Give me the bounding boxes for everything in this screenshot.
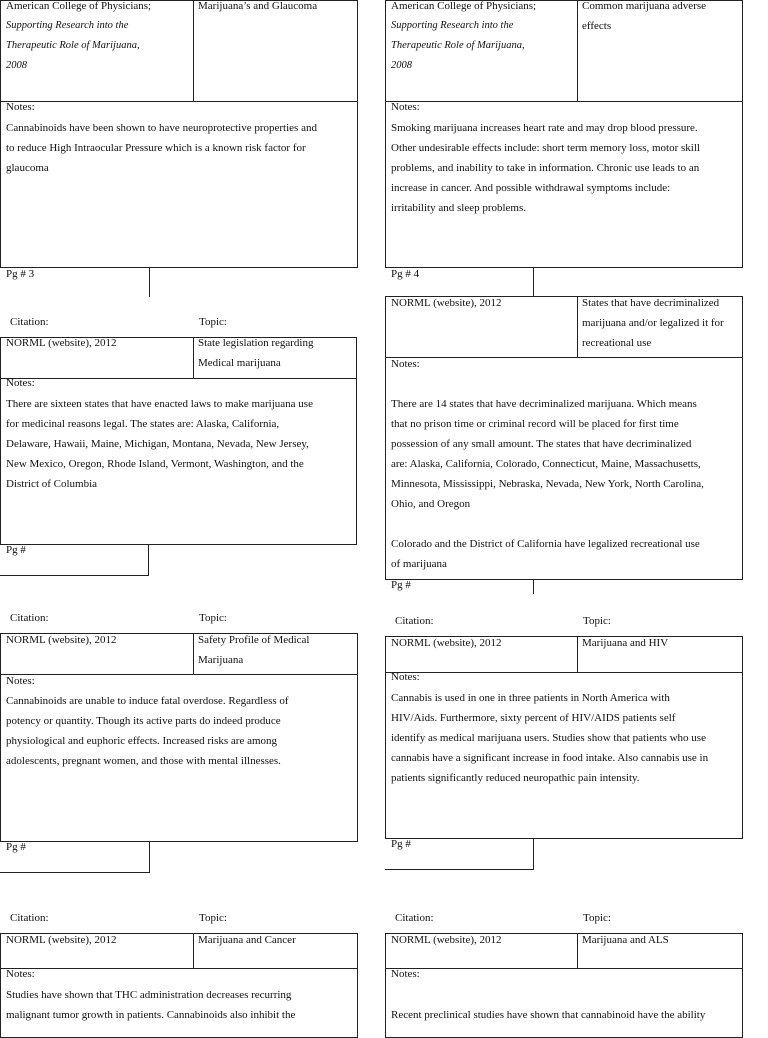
page-number: Pg #	[391, 838, 411, 850]
notes-text: There are sixteen states that have enacted laws to make marijuana use for medicinal reasons legal. The states are: Alaska, California, Delaware, Hawaii, Maine, Michigan, Montana, Nevada, New Jersey, New Mexico, Oregon, Rhode Island, Vermont, Washington, and the District of Columbia	[6, 398, 313, 490]
divider	[149, 267, 150, 297]
notes-label: Notes:	[6, 675, 35, 687]
citation-label: Citation:	[395, 912, 434, 924]
citation-label: Citation:	[10, 612, 49, 624]
notes-label: Notes:	[391, 101, 420, 113]
topic-label: Topic:	[199, 316, 227, 328]
topic-label: Topic:	[583, 615, 611, 627]
topic-value: Marijuana and Cancer	[198, 934, 296, 946]
citation-subtitle: Supporting Research into the Therapeutic Role of Marijuana, 2008	[391, 20, 525, 71]
notes-text: Smoking marijuana increases heart rate and may drop blood pressure. Other undesirable effects include: short term memory loss, motor skill problems, and inability to take in information. Chronic use leads to an increase in cancer. And possible withdrawal symptoms include: irritability and sleep problems.	[391, 122, 700, 214]
notes-text: Cannabis is used in one in three patients in North America with HIV/Aids. Furthermore, sixty percent of HIV/AIDS patients self identify as medical marijuana users. Studies show that patients who use cannabis have a significant increase in food intake. Also cannabis use in patients significantly reduced neuropathic pain intensity.	[391, 692, 709, 784]
citation-label: Citation:	[395, 615, 434, 627]
notes-label: Notes:	[391, 968, 420, 980]
topic-label: Topic:	[199, 612, 227, 624]
notes-text: Recent preclinical studies have shown that cannabinoid have the ability	[391, 1009, 706, 1021]
notes-text: Studies have shown that THC administration decreases recurring malignant tumor growth in patients. Cannabinoids also inhibit the	[6, 989, 296, 1021]
citation-source: NORML (website), 2012	[391, 934, 502, 946]
topic-label: Topic:	[199, 912, 227, 924]
topic-value: Marijuana and ALS	[582, 934, 669, 946]
notes-label: Notes:	[391, 671, 420, 683]
citation-label: Citation:	[10, 316, 49, 328]
topic-value: Marijuana’s and Glaucoma	[198, 0, 318, 12]
citation-source: American College of Physicians;	[6, 0, 152, 12]
topic-value: Common marijuana adverse effects	[582, 0, 707, 32]
page-number: Pg #	[391, 579, 411, 591]
notes-text: Cannabinoids have been shown to have neuroprotective properties and to reduce High Intraocular Pressure which is a known risk factor for glaucoma	[6, 122, 317, 174]
page-number: Pg # 4	[391, 268, 420, 280]
citation-source: NORML (website), 2012	[6, 634, 117, 646]
notes-text-extra: Colorado and the District of California have legalized recreational use of marijuana	[391, 538, 700, 570]
citation-source: NORML (website), 2012	[6, 337, 117, 349]
citation-label: Citation:	[10, 912, 49, 924]
topic-value: State legislation regarding Medical marijuana	[198, 337, 314, 369]
notes-text: Cannabinoids are unable to induce fatal overdose. Regardless of potency or quantity. Though its active parts do indeed produce physiological and euphoric effects. Increased risks are among adolescents, pregnant women, and those with mental illnesses.	[6, 695, 289, 767]
notes-label: Notes:	[6, 377, 35, 389]
page-number: Pg # 3	[6, 268, 35, 280]
topic-label: Topic:	[583, 912, 611, 924]
notes-text: There are 14 states that have decriminalized marijuana. Which means that no prison time or criminal record will be placed for first time possession of any small amount. The states that have decriminalized are: Alaska, California, Colorado, Connecticut, Maine, Massachusetts, Minnesota, Mississippi, Nebraska, Nevada, New York, North Carolina, Ohio, and Oregon	[391, 398, 704, 510]
notes-label: Notes:	[6, 101, 35, 113]
topic-value: Safety Profile of Medical Marijuana	[198, 634, 310, 666]
notes-label: Notes:	[6, 968, 35, 980]
citation-subtitle: Supporting Research into the Therapeutic Role of Marijuana, 2008	[6, 20, 140, 71]
divider	[533, 579, 534, 594]
citation-source: NORML (website), 2012	[6, 934, 117, 946]
topic-value: States that have decriminalized marijuana and/or legalized it for recreational use	[582, 297, 724, 349]
page-number: Pg #	[6, 841, 26, 853]
topic-value: Marijuana and HIV	[582, 637, 669, 649]
notes-label: Notes:	[391, 358, 420, 370]
page-number: Pg #	[6, 544, 26, 556]
citation-source: NORML (website), 2012	[391, 637, 502, 649]
citation-source: NORML (website), 2012	[391, 297, 502, 309]
citation-source: American College of Physicians;	[391, 0, 537, 12]
